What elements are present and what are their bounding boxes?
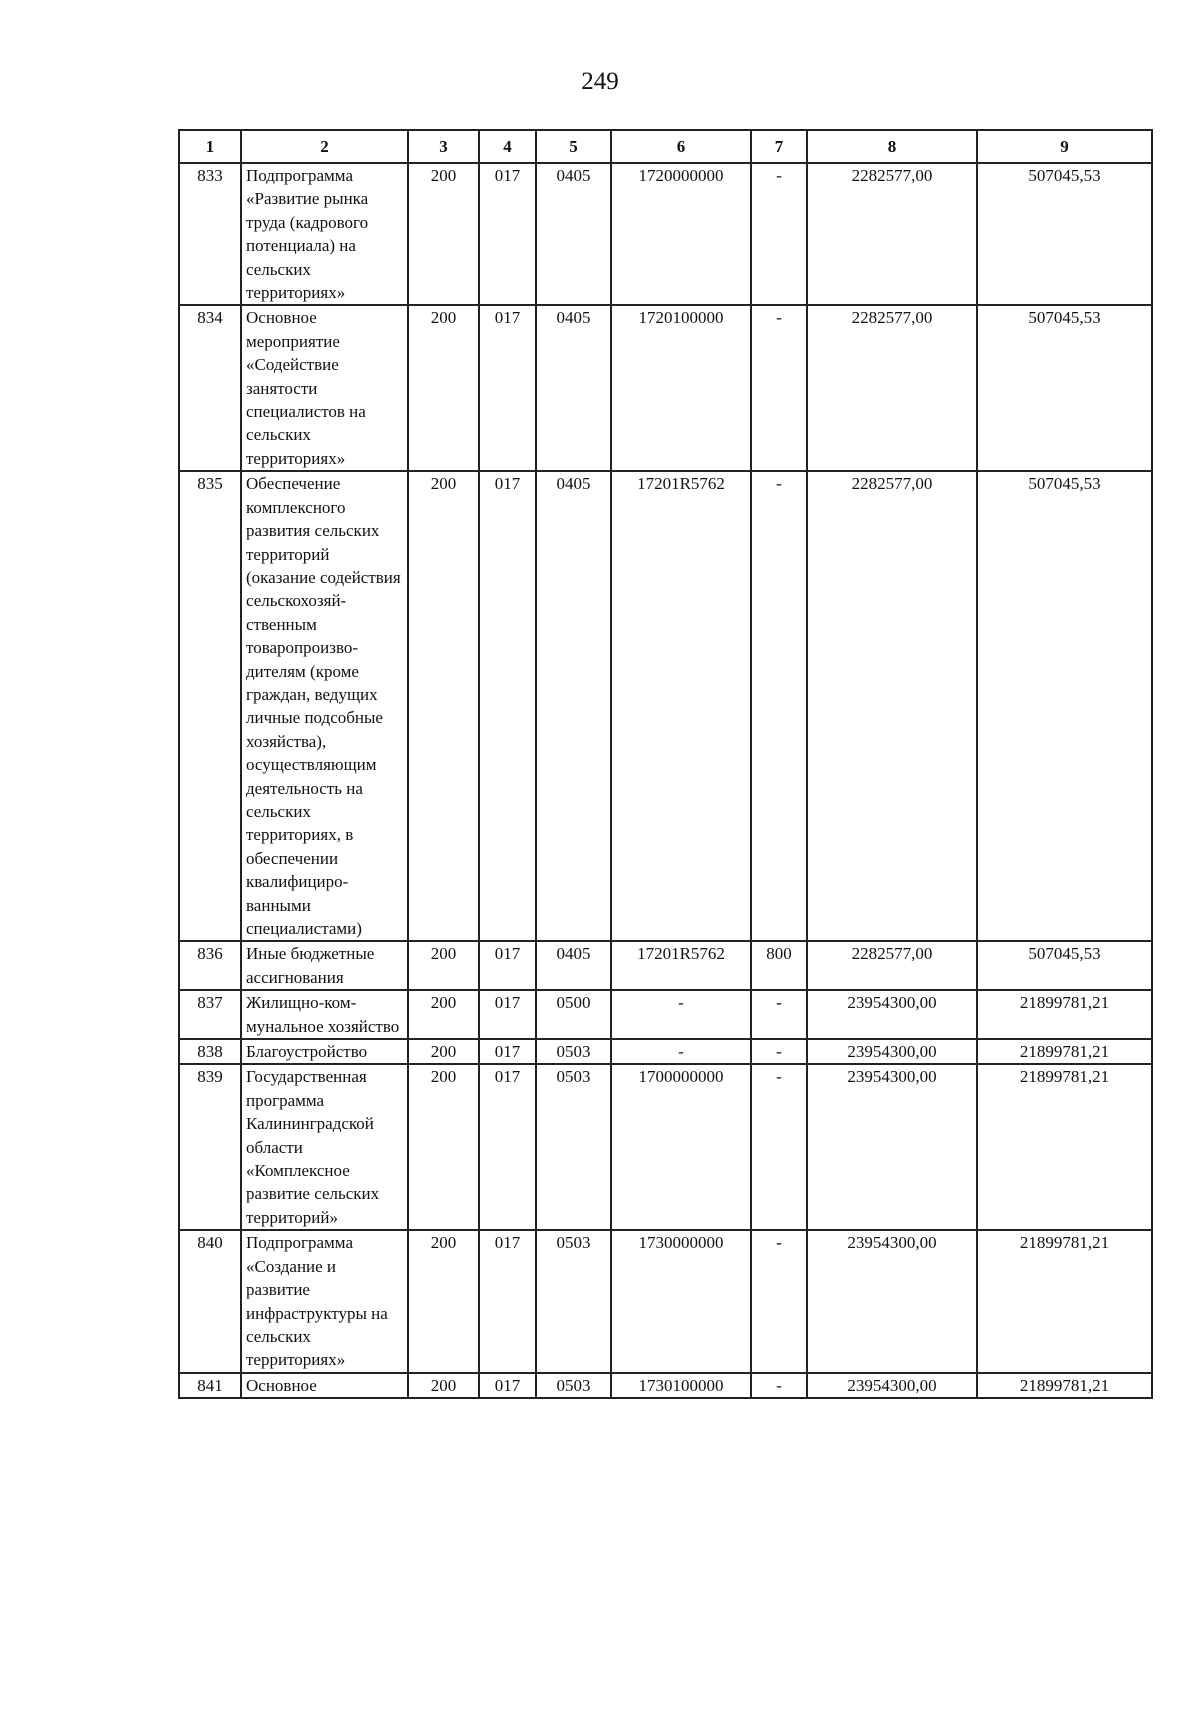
table-header-row <box>179 130 1152 163</box>
table-row <box>179 1373 1152 1398</box>
table-row <box>179 990 1152 1039</box>
cell-col8: 23954300,00 <box>807 1064 977 1230</box>
page-number: 249 <box>581 68 619 95</box>
column-header: 8 <box>807 130 977 163</box>
cell-col8: 2282577,00 <box>807 471 977 941</box>
row-number: 837 <box>179 990 241 1039</box>
cell-col4: 017 <box>479 1039 536 1064</box>
row-number: 841 <box>179 1373 241 1398</box>
cell-col8: 23954300,00 <box>807 1373 977 1398</box>
cell-col7: - <box>751 990 807 1039</box>
cell-col7: - <box>751 1064 807 1230</box>
cell-col4: 017 <box>479 471 536 941</box>
cell-col9: 21899781,21 <box>977 1064 1152 1230</box>
cell-col9: 507045,53 <box>977 163 1152 305</box>
row-number: 840 <box>179 1230 241 1372</box>
row-number: 833 <box>179 163 241 305</box>
cell-col9: 21899781,21 <box>977 990 1152 1039</box>
cell-col3: 200 <box>408 941 479 990</box>
cell-col6: 17201R5762 <box>611 941 751 990</box>
column-header: 5 <box>536 130 611 163</box>
cell-col5: 0500 <box>536 990 611 1039</box>
cell-col6: - <box>611 1039 751 1064</box>
cell-col8: 23954300,00 <box>807 990 977 1039</box>
row-name: Государственная программа Калининградской области «Комплексное развитие сельских территорий» <box>241 1064 408 1230</box>
cell-col3: 200 <box>408 305 479 471</box>
cell-col8: 23954300,00 <box>807 1039 977 1064</box>
cell-col4: 017 <box>479 163 536 305</box>
column-header: 7 <box>751 130 807 163</box>
cell-col9: 21899781,21 <box>977 1373 1152 1398</box>
cell-col3: 200 <box>408 1373 479 1398</box>
cell-col3: 200 <box>408 1064 479 1230</box>
cell-col4: 017 <box>479 305 536 471</box>
cell-col5: 0503 <box>536 1373 611 1398</box>
cell-col7: - <box>751 163 807 305</box>
column-header: 9 <box>977 130 1152 163</box>
row-name: Подпрограмма «Развитие рынка труда (кадрового потенциала) на сельских территориях» <box>241 163 408 305</box>
row-name: Основное мероприятие «Содействие занятости специалистов на сельских территориях» <box>241 305 408 471</box>
cell-col8: 2282577,00 <box>807 305 977 471</box>
cell-col3: 200 <box>408 990 479 1039</box>
cell-col7: - <box>751 1039 807 1064</box>
cell-col3: 200 <box>408 1039 479 1064</box>
cell-col5: 0405 <box>536 471 611 941</box>
row-name: Обеспечение комплексного развития сельских территорий (оказание содействия сельскохозяйственным товаропроизводителям (кроме граждан, ведущих личные подсобные хозяйства), осуществляющим деятельность на сельских территориях, в обеспечении квалифицированными специалистами) <box>241 471 408 941</box>
column-header: 2 <box>241 130 408 163</box>
cell-col5: 0503 <box>536 1230 611 1372</box>
cell-col6: 1720100000 <box>611 305 751 471</box>
cell-col3: 200 <box>408 1230 479 1372</box>
cell-col9: 21899781,21 <box>977 1230 1152 1372</box>
cell-col5: 0503 <box>536 1064 611 1230</box>
table-row <box>179 1039 1152 1064</box>
cell-col9: 21899781,21 <box>977 1039 1152 1064</box>
row-number: 839 <box>179 1064 241 1230</box>
row-name: Основное <box>241 1373 408 1398</box>
row-number: 836 <box>179 941 241 990</box>
budget-table <box>178 129 1153 1399</box>
cell-col4: 017 <box>479 990 536 1039</box>
cell-col7: - <box>751 305 807 471</box>
cell-col5: 0503 <box>536 1039 611 1064</box>
cell-col7: 800 <box>751 941 807 990</box>
column-header: 3 <box>408 130 479 163</box>
table-row <box>179 941 1152 990</box>
cell-col6: 17201R5762 <box>611 471 751 941</box>
row-name: Подпрограмма «Создание и развитие инфраструктуры на сельских территориях» <box>241 1230 408 1372</box>
cell-col6: 1730100000 <box>611 1373 751 1398</box>
cell-col8: 23954300,00 <box>807 1230 977 1372</box>
table-row <box>179 305 1152 471</box>
cell-col3: 200 <box>408 471 479 941</box>
cell-col4: 017 <box>479 1373 536 1398</box>
cell-col6: - <box>611 990 751 1039</box>
table-row <box>179 1230 1152 1372</box>
table-row <box>179 1064 1152 1230</box>
cell-col9: 507045,53 <box>977 941 1152 990</box>
cell-col9: 507045,53 <box>977 305 1152 471</box>
column-header: 1 <box>179 130 241 163</box>
column-header: 4 <box>479 130 536 163</box>
cell-col9: 507045,53 <box>977 471 1152 941</box>
cell-col8: 2282577,00 <box>807 941 977 990</box>
cell-col7: - <box>751 471 807 941</box>
cell-col6: 1730000000 <box>611 1230 751 1372</box>
cell-col4: 017 <box>479 1230 536 1372</box>
cell-col5: 0405 <box>536 305 611 471</box>
row-name: Жилищно-коммунальное хозяйство <box>241 990 408 1039</box>
row-number: 834 <box>179 305 241 471</box>
cell-col4: 017 <box>479 1064 536 1230</box>
table-row <box>179 163 1152 305</box>
table-row <box>179 471 1152 941</box>
cell-col5: 0405 <box>536 941 611 990</box>
cell-col3: 200 <box>408 163 479 305</box>
cell-col6: 1700000000 <box>611 1064 751 1230</box>
row-name: Благоустройство <box>241 1039 408 1064</box>
row-number: 838 <box>179 1039 241 1064</box>
cell-col8: 2282577,00 <box>807 163 977 305</box>
cell-col4: 017 <box>479 941 536 990</box>
row-name: Иные бюджетные ассигнования <box>241 941 408 990</box>
column-header: 6 <box>611 130 751 163</box>
cell-col7: - <box>751 1373 807 1398</box>
cell-col5: 0405 <box>536 163 611 305</box>
row-number: 835 <box>179 471 241 941</box>
cell-col7: - <box>751 1230 807 1372</box>
cell-col6: 1720000000 <box>611 163 751 305</box>
